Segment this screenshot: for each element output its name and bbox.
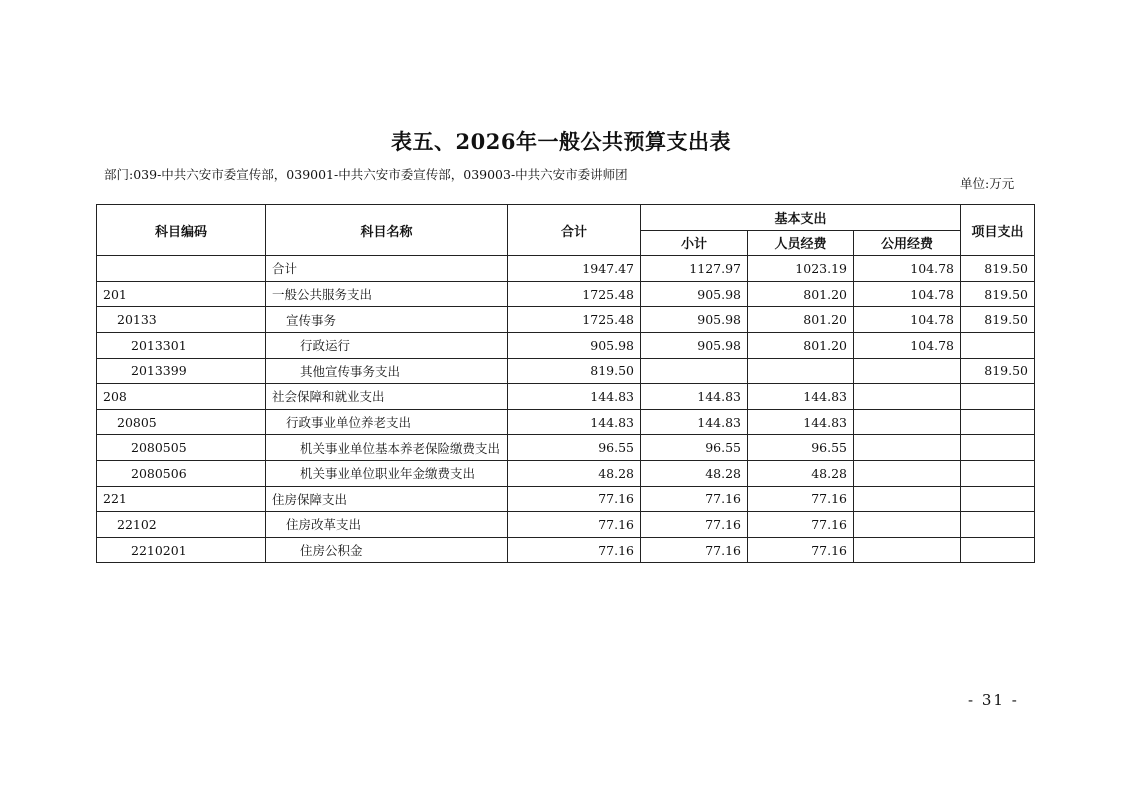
table-row [97,384,1035,410]
header-subtotal: 小计 [641,230,748,256]
cell-public [854,409,961,435]
table-row [97,332,1035,358]
cell-project [961,435,1035,461]
cell-project [961,486,1035,512]
cell-name: 机关事业单位职业年金缴费支出 [266,460,508,486]
cell-subtotal [641,358,748,384]
cell-code: 2080505 [97,435,266,461]
header-code: 科目编码 [97,205,266,256]
cell-subtotal: 905.98 [641,281,748,307]
cell-total: 77.16 [508,537,641,563]
table-row [97,435,1035,461]
cell-public: 104.78 [854,281,961,307]
table-row [97,409,1035,435]
cell-personnel: 144.83 [748,409,854,435]
cell-code [97,256,266,282]
cell-code: 201 [97,281,266,307]
cell-public [854,358,961,384]
cell-code: 22102 [97,512,266,538]
cell-code: 20805 [97,409,266,435]
cell-public [854,537,961,563]
cell-personnel: 77.16 [748,512,854,538]
cell-personnel [748,358,854,384]
table-body [97,256,1035,563]
cell-personnel: 1023.19 [748,256,854,282]
cell-personnel: 801.20 [748,281,854,307]
cell-total: 819.50 [508,358,641,384]
cell-code: 2210201 [97,537,266,563]
header-project: 项目支出 [961,205,1035,256]
cell-personnel: 144.83 [748,384,854,410]
cell-public [854,512,961,538]
cell-personnel: 801.20 [748,332,854,358]
cell-personnel: 96.55 [748,435,854,461]
cell-total: 96.55 [508,435,641,461]
cell-total: 144.83 [508,384,641,410]
cell-subtotal: 905.98 [641,332,748,358]
cell-project: 819.50 [961,256,1035,282]
cell-subtotal: 77.16 [641,486,748,512]
cell-subtotal: 96.55 [641,435,748,461]
cell-total: 48.28 [508,460,641,486]
cell-name: 社会保障和就业支出 [266,384,508,410]
table-header [97,205,1035,256]
cell-name: 住房公积金 [266,537,508,563]
cell-total: 905.98 [508,332,641,358]
cell-code: 208 [97,384,266,410]
header-public: 公用经费 [854,230,961,256]
cell-public: 104.78 [854,256,961,282]
cell-code: 20133 [97,307,266,333]
cell-name: 合计 [266,256,508,282]
cell-name: 宣传事务 [266,307,508,333]
cell-name: 其他宣传事务支出 [266,358,508,384]
cell-code: 221 [97,486,266,512]
cell-name: 机关事业单位基本养老保险缴费支出 [266,435,508,461]
cell-subtotal: 77.16 [641,537,748,563]
header-personnel: 人员经费 [748,230,854,256]
cell-personnel: 48.28 [748,460,854,486]
table-row [97,358,1035,384]
cell-name: 住房改革支出 [266,512,508,538]
cell-project [961,384,1035,410]
table-row [97,486,1035,512]
header-name: 科目名称 [266,205,508,256]
cell-public: 104.78 [854,307,961,333]
cell-project [961,537,1035,563]
table-row [97,537,1035,563]
cell-total: 1725.48 [508,281,641,307]
cell-project: 819.50 [961,358,1035,384]
cell-public [854,486,961,512]
cell-name: 行政事业单位养老支出 [266,409,508,435]
cell-project [961,512,1035,538]
cell-project [961,409,1035,435]
header-basic: 基本支出 [641,205,961,231]
cell-personnel: 801.20 [748,307,854,333]
page-number: - 31 - [968,691,1019,709]
cell-code: 2013301 [97,332,266,358]
cell-subtotal: 48.28 [641,460,748,486]
budget-table [96,204,1035,563]
table-row [97,281,1035,307]
cell-personnel: 77.16 [748,486,854,512]
cell-subtotal: 144.83 [641,409,748,435]
cell-total: 1947.47 [508,256,641,282]
table-row [97,512,1035,538]
cell-subtotal: 905.98 [641,307,748,333]
cell-subtotal: 144.83 [641,384,748,410]
cell-project [961,460,1035,486]
cell-public [854,460,961,486]
cell-subtotal: 77.16 [641,512,748,538]
table-row [97,460,1035,486]
department-line: 部门:039-中共六安市委宣传部，039001-中共六安市委宣传部，039003-中共六安市委讲师团 [104,167,628,182]
cell-project [961,332,1035,358]
cell-public [854,384,961,410]
cell-total: 144.83 [508,409,641,435]
table-row [97,256,1035,282]
unit-label: 单位:万元 [960,176,1015,191]
cell-public: 104.78 [854,332,961,358]
cell-code: 2013399 [97,358,266,384]
cell-total: 77.16 [508,512,641,538]
table-row [97,307,1035,333]
cell-public [854,435,961,461]
cell-total: 77.16 [508,486,641,512]
cell-project: 819.50 [961,281,1035,307]
cell-name: 一般公共服务支出 [266,281,508,307]
cell-code: 2080506 [97,460,266,486]
header-total: 合计 [508,205,641,256]
cell-total: 1725.48 [508,307,641,333]
cell-name: 住房保障支出 [266,486,508,512]
cell-subtotal: 1127.97 [641,256,748,282]
cell-project: 819.50 [961,307,1035,333]
cell-personnel: 77.16 [748,537,854,563]
page-title: 表五、2026年一般公共预算支出表 [391,129,731,154]
cell-name: 行政运行 [266,332,508,358]
